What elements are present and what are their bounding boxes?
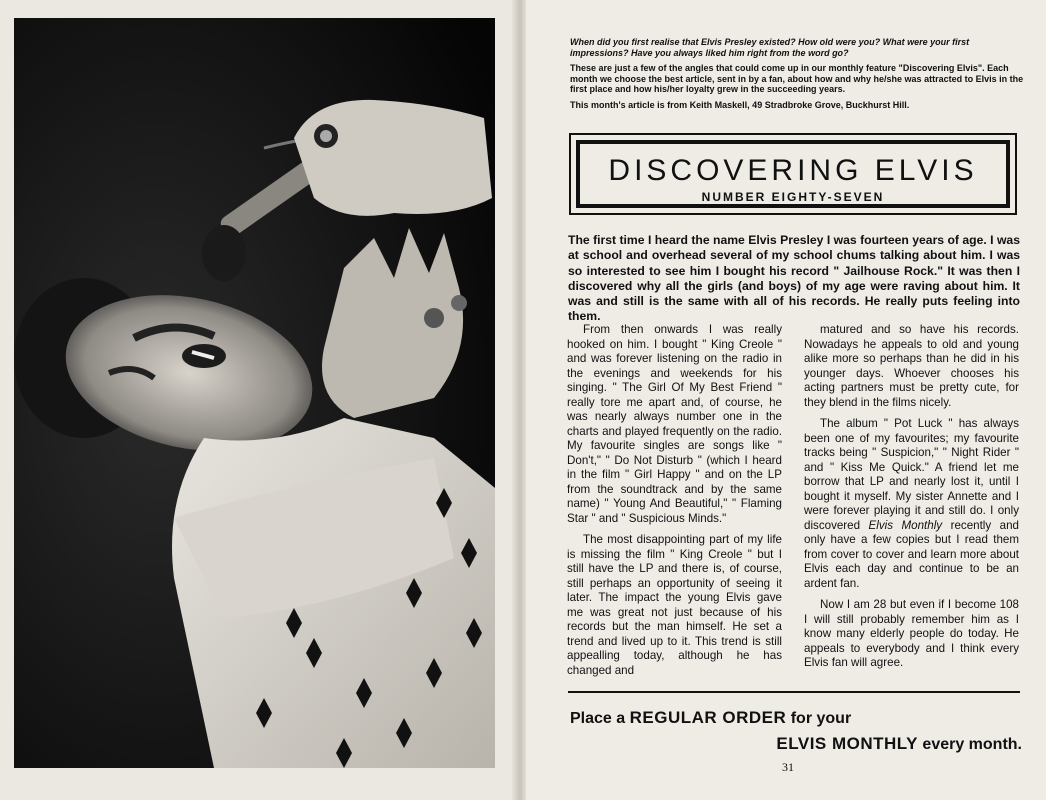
advert-emphasis: REGULAR ORDER [629, 708, 787, 727]
advert-text: every month. [917, 736, 1022, 753]
feature-title-banner [569, 133, 1017, 215]
advert-line-1 [570, 708, 851, 728]
magazine-title-italic: Elvis Monthly [868, 518, 943, 532]
feature-intro [570, 37, 1025, 116]
advert-emphasis: ELVIS MONTHLY [776, 734, 918, 753]
page-number: 31 [782, 760, 794, 774]
advert-text: for your [786, 710, 852, 727]
article-column-2 [804, 323, 1019, 678]
photo-illustration [14, 18, 495, 768]
banner-inner-frame [576, 140, 1010, 208]
column2-paragraph-2-start: The album " Pot Luck " has always been one of my favourites; my favourite tracks being " Suspicion," " Night Rider " and " Kiss Me Quick." A friend let me borrow that LP and nearly lost it, until I bought it myself. My sister Annette and I were forever playing it and still do. I only discovered [804, 417, 1019, 532]
advert-line-2 [776, 734, 1022, 754]
left-page [0, 0, 520, 800]
intro-author: This month's article is from Keith Maskell, 49 Stradbroke Grove, Buckhurst Hill. [570, 99, 910, 110]
feature-title: DISCOVERING ELVIS [608, 154, 978, 187]
intro-questions: When did you first realise that Elvis Presley existed? How old were you? What were your first impressions? Have you always liked him right from the word go? [570, 37, 970, 58]
column1-paragraph-2: The most disappointing part of my life is missing the film " King Creole " but I still have the LP and there is, of course, still perhaps an opportunity of seeing it later. The impact the young Elvis gave me was great not just because of his records but the man himself. He set a trend and lived up to it. This trend is still appealling today, although he has changed and [567, 533, 782, 677]
column1-paragraph-1: From then onwards I was really hooked on him. I bought " King Creole " and was forever listening on the radio in the evenings and weekends for his singing. " The Girl Of My Best Friend " really tore me apart and, of course, he was nearly always number one in the charts and played frequently on the radio. My favourite singles are songs like " Don't," " Do Not Disturb " (which I heard in the film " Girl Happy " and on the LP from the soundtrack and by the same name) " Young And Beautiful," " Flaming Star " and " Suspicious Minds." [567, 323, 782, 525]
column2-paragraph-3: Now I am 28 but even if I become 108 I will still probably remember him as I know many elderly people do today. He appeals to everybody and I think every Elvis fan will agree. [804, 598, 1019, 669]
divider-rule [568, 691, 1020, 693]
column2-paragraph-2 [804, 417, 1019, 591]
feature-number: NUMBER EIGHTY-SEVEN [701, 190, 885, 204]
intro-description: These are just a few of the angles that could come up in our monthly feature "Discovering Elvis". Each month we choose the best article, sent in by a fan, about how and why he/she was attracted to Elvis in the first place and how his/her loyalty grew in the succeeding years. [570, 63, 1024, 95]
elvis-performance-photo [14, 18, 495, 768]
article-column-1 [567, 323, 782, 685]
column2-paragraph-2-end: recently and only have a few copies but I read them from cover to cover and learn more about Elvis each day and continue to be an ardent fan. [804, 518, 1019, 590]
lead-paragraph: The first time I heard the name Elvis Presley I was fourteen years of age. I was at school and overhead several of my school chums talking about him. I was so interested to see him I bought his record " Jailhouse Rock." It was then I discovered why all the girls (and boys) of my age were raving about him. It was and still is the same with all of his records. He really puts feeling into them. [568, 233, 1020, 324]
column2-paragraph-1: matured and so have his records. Nowadays he appeals to old and young alike more so perhaps than he did in his younger days. Whoever chooses his acting partners must be pretty cute, for they blend in the films nicely. [804, 323, 1019, 409]
advert-text: Place a [570, 710, 630, 727]
